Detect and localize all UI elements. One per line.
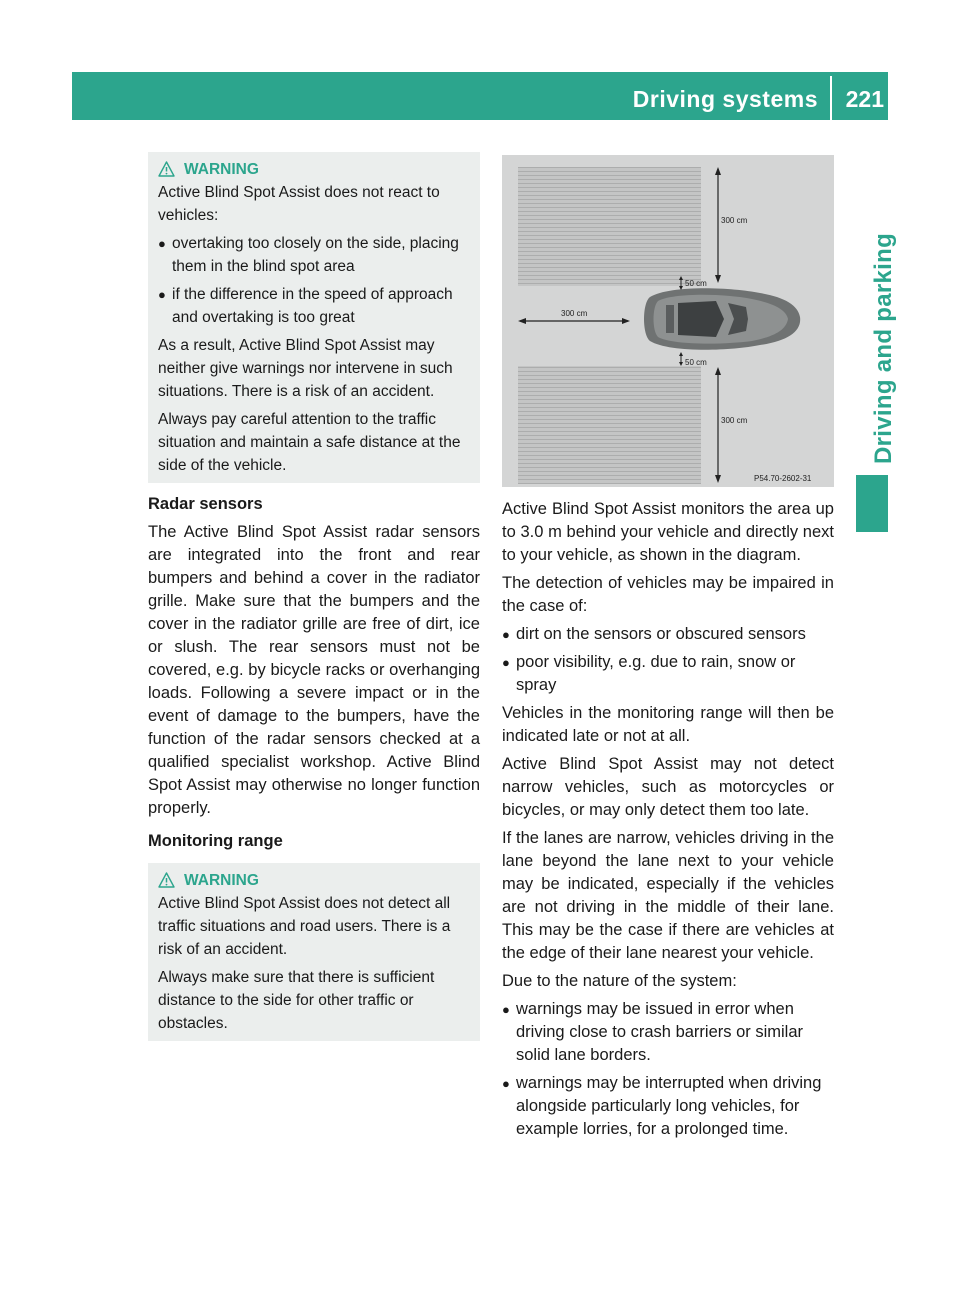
dimension-label: 300 cm: [721, 416, 748, 425]
list-item: [502, 623, 834, 646]
dimension-label: 50 cm: [685, 358, 707, 367]
list-item: [502, 651, 834, 697]
section-heading: Radar sensors: [148, 495, 263, 513]
monitoring-range-diagram: [502, 155, 834, 487]
monitoring-zone-upper: [518, 167, 701, 286]
body-paragraph: Vehicles in the monitoring range will then be indicated late or not at all.: [502, 704, 834, 745]
monitoring-zone-lower: [518, 366, 701, 484]
list-item: [502, 1072, 834, 1141]
bullet-dot-icon: ●: [502, 655, 510, 670]
list-item-text: warnings may be interrupted when driving alongside particularly long vehicles, for example lorries, for a prolonged time.: [516, 1074, 822, 1138]
list-item-text: dirt on the sensors or obscured sensors: [516, 625, 806, 643]
left-column: [148, 152, 480, 1041]
figure-id: P54.70-2602-31: [754, 474, 812, 483]
body-paragraph: Active Blind Spot Assist may not detect narrow vehicles, such as motorcycles or bicycles, or may only detect them too late.: [502, 755, 834, 819]
warning-triangle-icon: [158, 161, 175, 177]
list-item: [502, 998, 834, 1067]
dimension-label: 300 cm: [561, 309, 588, 318]
header-divider: [830, 76, 832, 120]
body-paragraph: If the lanes are narrow, vehicles driving in the lane beyond the lane next to your vehicle may be indicated, especially if the vehicles are not driving in the middle of their lane. This may be the case if there are vehicles at the edge of their lane nearest your vehicle.: [502, 829, 834, 962]
chapter-tab: [840, 232, 910, 464]
body-paragraph: The Active Blind Spot Assist radar sensors are integrated into the front and rear bumpers and behind a cover in the radiator grille. Make sure that the bumpers and the cover in the radiator grille are free of dirt, ice or slush. The rear sensors must not be covered, e.g. by bicycle racks or overhanging loads. Following a severe impact or in the event of damage to the bumpers, have the function of the radar sensors checked at a qualified specialist workshop. Active Blind Spot Assist may otherwise no longer function properly.: [148, 523, 480, 817]
list-item-text: overtaking too closely on the side, placing them in the blind spot area: [172, 235, 459, 275]
body-paragraph: Active Blind Spot Assist monitors the area up to 3.0 m behind your vehicle and directly next to your vehicle, as shown in the diagram.: [502, 500, 834, 564]
bullet-dot-icon: ●: [158, 287, 166, 302]
warning-triangle-icon: [158, 872, 175, 888]
dimension-label: 50 cm: [685, 279, 707, 288]
list-item: [158, 283, 470, 329]
warning-paragraph: Active Blind Spot Assist does not detect all traffic situations and road users. There is a risk of an accident.: [158, 895, 451, 958]
list-item-text: poor visibility, e.g. due to rain, snow or spray: [516, 653, 796, 694]
warning-box: [148, 152, 480, 483]
section-title: Driving systems: [632, 86, 818, 112]
warning-paragraph: Always make sure that there is sufficient distance to the side for other traffic or obstacles.: [158, 969, 435, 1032]
body-paragraph: Due to the nature of the system:: [502, 972, 737, 990]
right-column: [502, 498, 834, 1141]
page-header: [72, 72, 888, 120]
bullet-dot-icon: ●: [502, 1002, 510, 1017]
warning-paragraph: Always pay careful attention to the traffic situation and maintain a safe distance at the side of the vehicle.: [158, 411, 461, 474]
warning-title: WARNING: [184, 871, 259, 889]
body-paragraph: The detection of vehicles may be impaired in the case of:: [502, 574, 834, 615]
chapter-tab-label: Driving and parking: [870, 232, 897, 464]
list-item-text: if the difference in the speed of approach and overtaking is too great: [172, 286, 453, 326]
car-icon: [644, 288, 800, 350]
bullet-dot-icon: ●: [158, 236, 166, 251]
warning-header: [158, 157, 470, 181]
section-heading: Monitoring range: [148, 832, 283, 850]
chapter-tab-marker: [856, 475, 888, 532]
warning-header: [158, 868, 470, 892]
list-item: [158, 232, 470, 278]
warning-intro: Active Blind Spot Assist does not react to vehicles:: [158, 184, 440, 224]
warning-box: [148, 863, 480, 1041]
warning-paragraph: As a result, Active Blind Spot Assist may neither give warnings nor intervene in such situations. There is a risk of an accident.: [158, 337, 453, 400]
warning-title: WARNING: [184, 160, 259, 178]
dimension-label: 300 cm: [721, 216, 748, 225]
list-item-text: warnings may be issued in error when driving close to crash barriers or similar solid lane borders.: [516, 1000, 804, 1064]
bullet-dot-icon: ●: [502, 1076, 510, 1091]
bullet-dot-icon: ●: [502, 627, 510, 642]
page-number: 221: [845, 86, 884, 112]
diagram-svg: [502, 155, 834, 487]
